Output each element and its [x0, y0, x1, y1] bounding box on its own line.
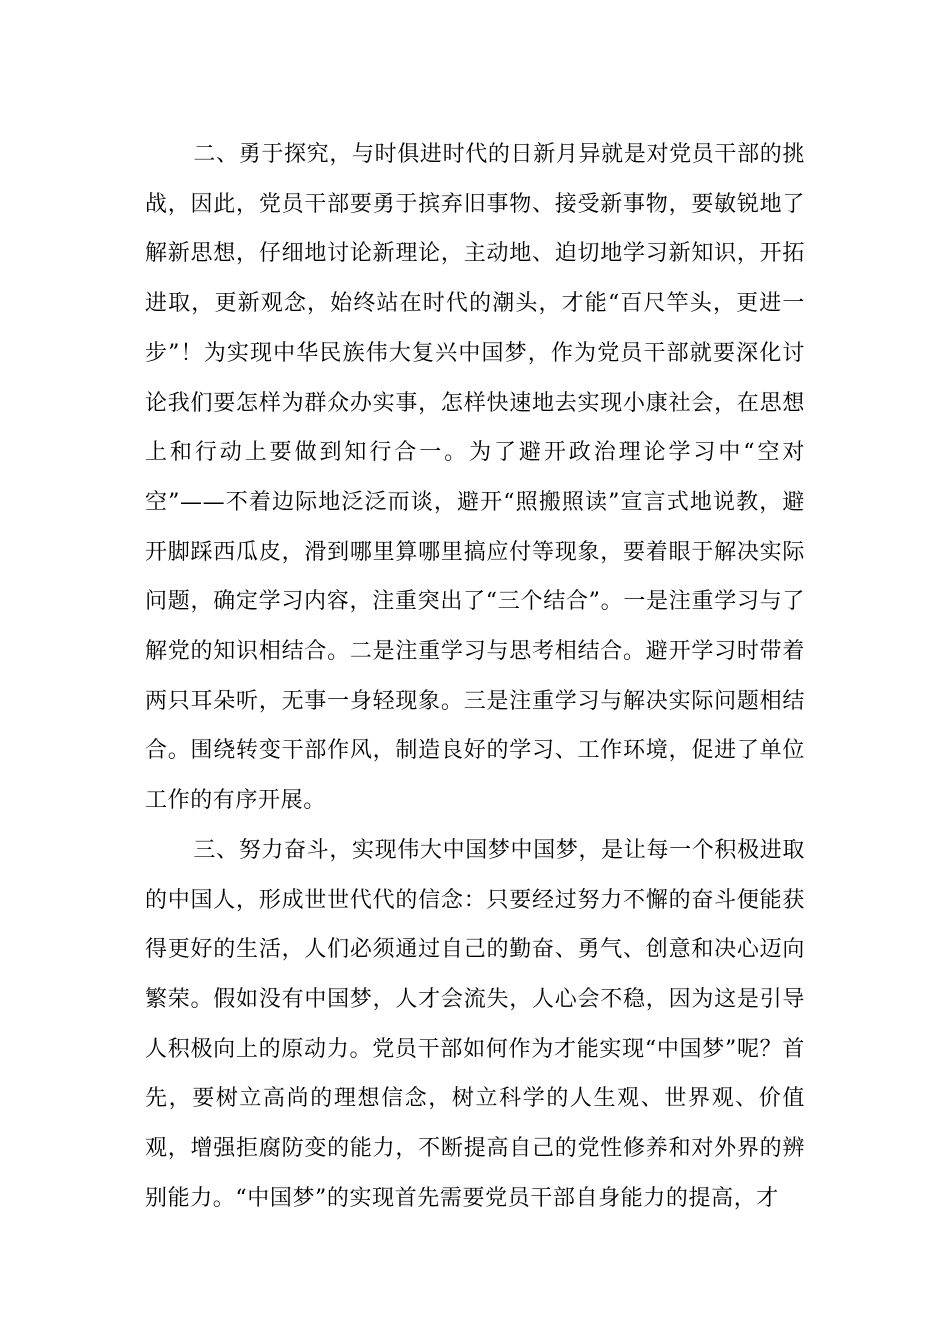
paragraph-section-three: 三、努力奋斗，实现伟大中国梦中国梦，是让每一个积极进取的中国人，形成世世代代的信念：只要经过努力不懈的奋斗便能获得更好的生活，人们必须通过自己的勤奋、勇气、创意和决心迈向繁荣。假如没有中国梦，人才会流失，人心会不稳，因为这是引导人积极向上的原动力。党员干部如何作为才能实现“中国梦”呢？首先，要树立高尚的理想信念，树立科学的人生观、世界观、价值观，增强拒腐防变的能力，不断提高自己的党性修养和对外界的辨别能力。“中国梦”的实现首先需要党员干部自身能力的提高，才: [145, 837, 805, 1211]
paragraph-section-two: 二、勇于探究，与时俱进时代的日新月异就是对党员干部的挑战，因此，党员干部要勇于摈弃旧事物、接受新事物，要敏锐地了解新思想，仔细地讨论新理论，主动地、迫切地学习新知识，开拓进取，更新观念，始终站在时代的潮头，才能“百尺竿头，更进一步”！为实现中华民族伟大复兴中国梦，作为党员干部就要深化讨论我们要怎样为群众办实事，怎样快速地去实现小康社会，在思想上和行动上要做到知行合一。为了避开政治理论学习中“空对空”——不着边际地泛泛而谈，避开“照搬照读”宣言式地说教，避开脚踩西瓜皮，滑到哪里算哪里搞应付等现象，要着眼于解决实际问题，确定学习内容，注重突出了“三个结合”。一是注重学习与了解党的知识相结合。二是注重学习与思考相结合。避开学习时带着两只耳朵听，无事一身轻现象。三是注重学习与解决实际问题相结合。围绕转变干部作风，制造良好的学习、工作环境，促进了单位工作的有序开展。: [145, 142, 805, 814]
document-body: [145, 130, 805, 1223]
